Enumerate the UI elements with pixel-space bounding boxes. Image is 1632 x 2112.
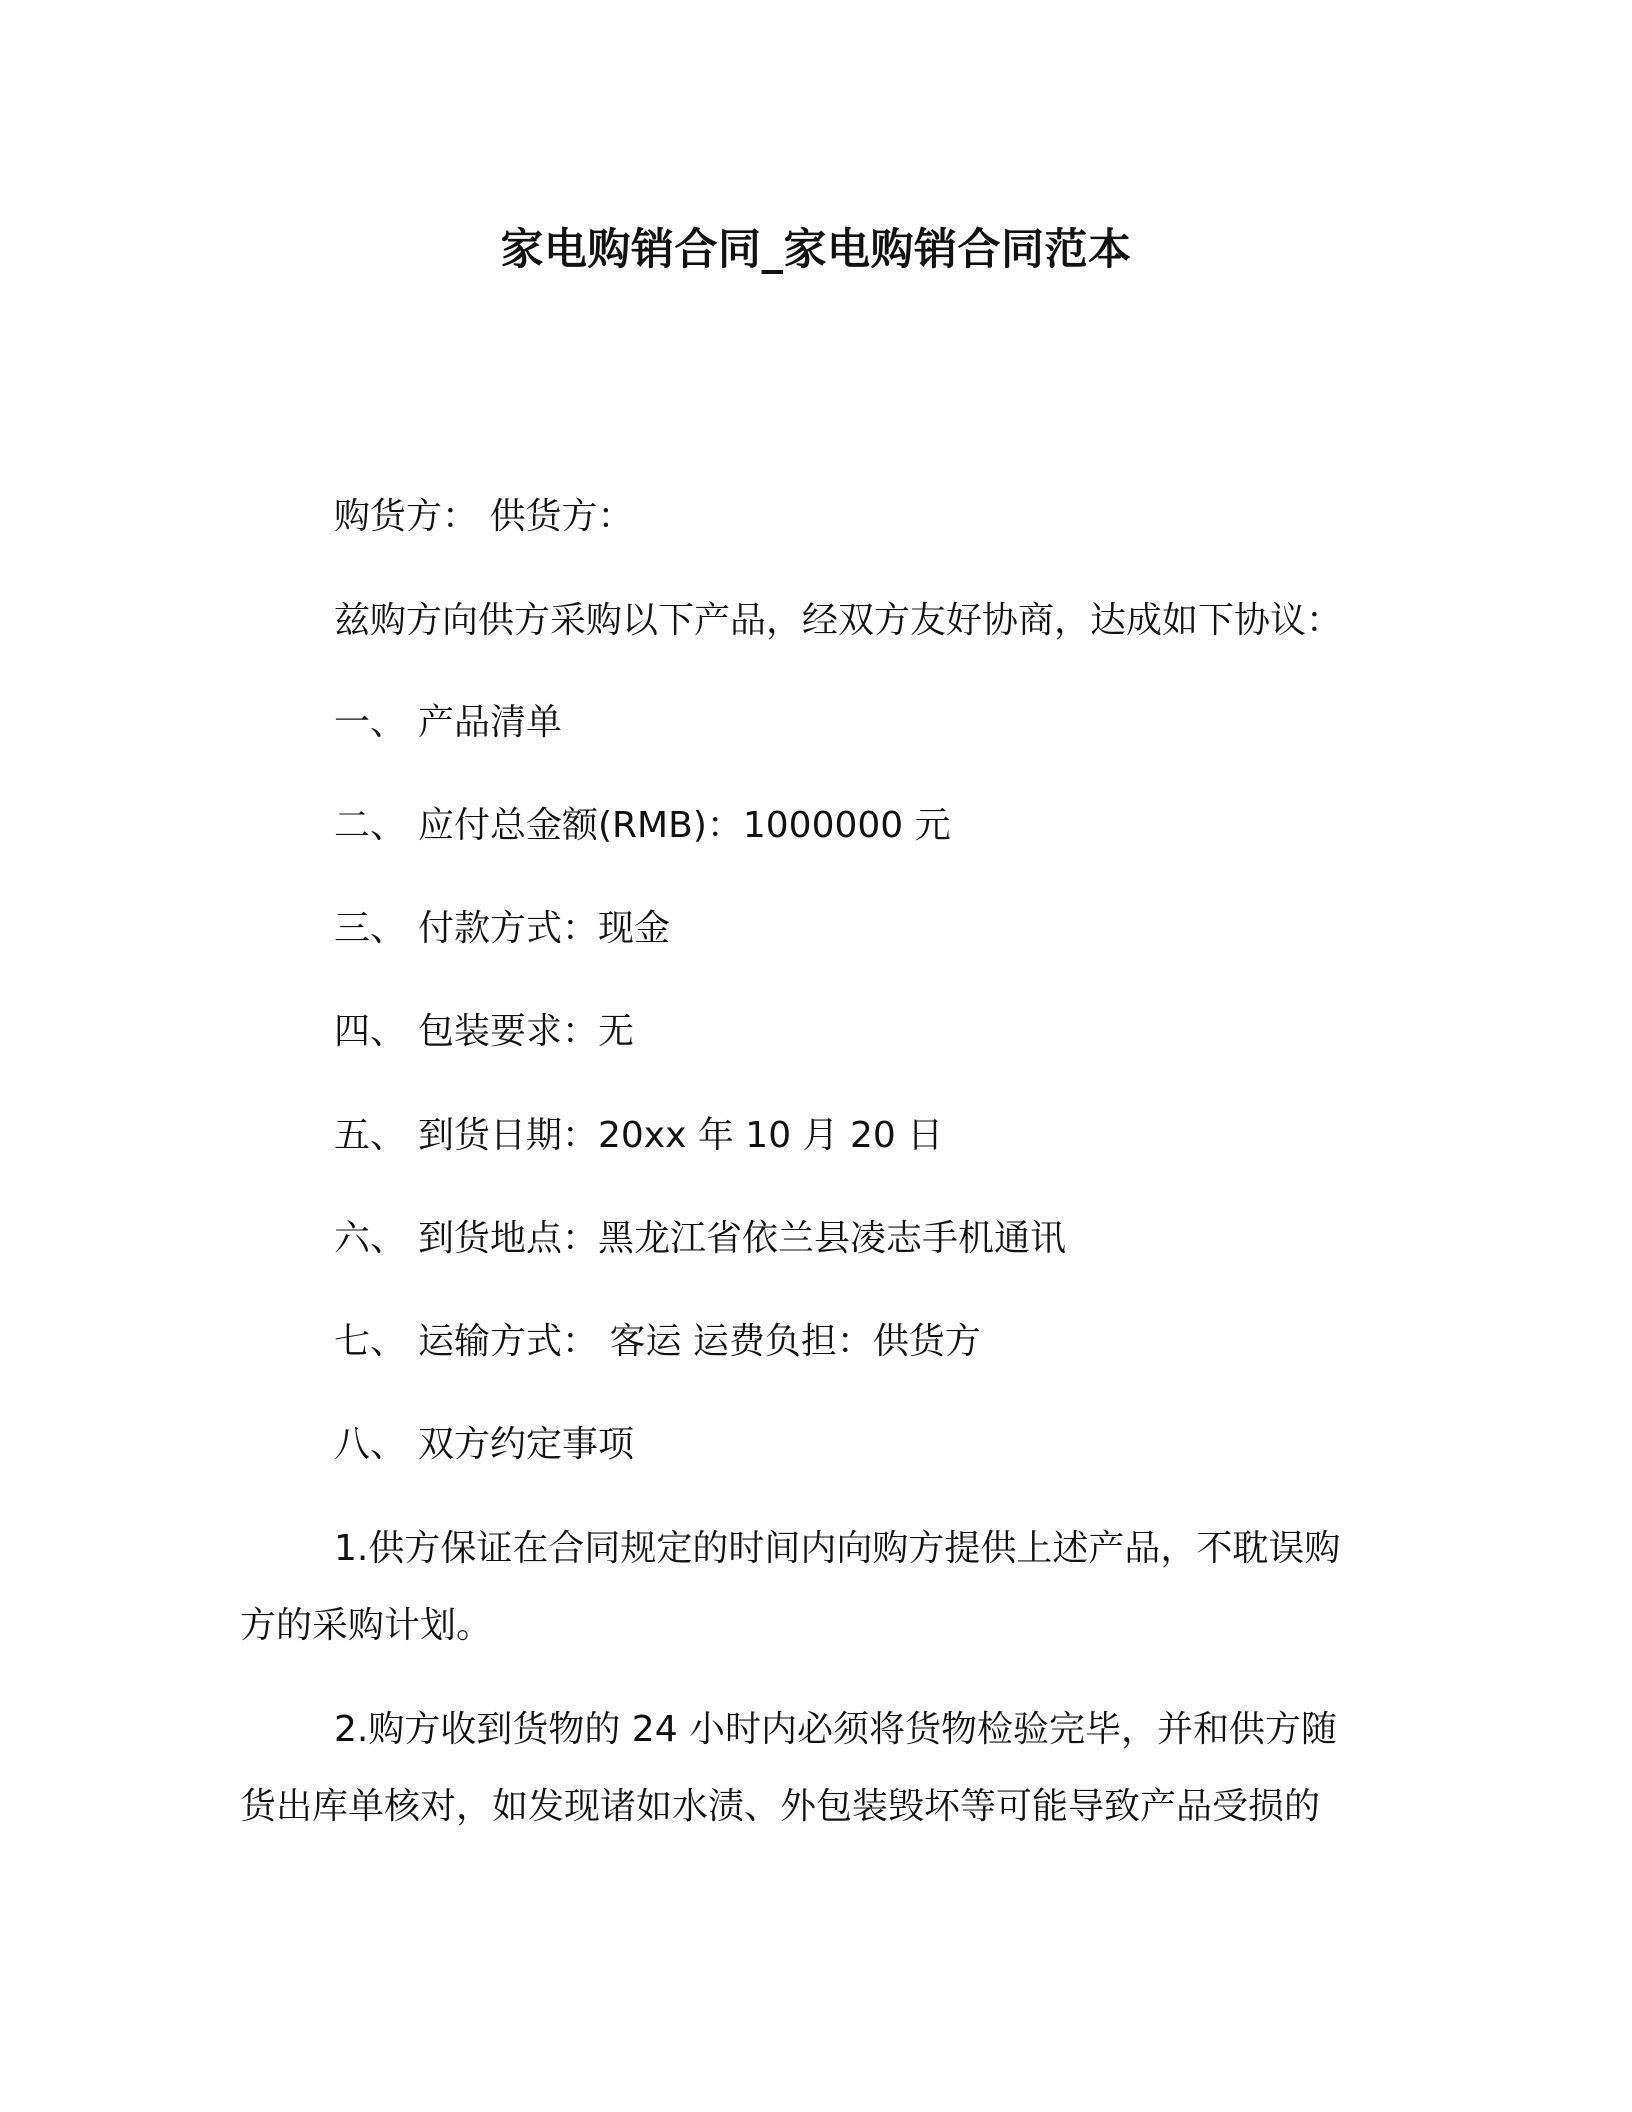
intro-paragraph: 兹购方向供方采购以下产品，经双方友好协商，达成如下协议： bbox=[334, 600, 1343, 641]
parties-line: 购货方： 供货方： bbox=[334, 496, 634, 537]
clause-item-5 bbox=[334, 1111, 943, 1161]
clause-number: 七、 bbox=[334, 1321, 407, 1362]
clause-item-2 bbox=[334, 801, 951, 851]
clause-item-7 bbox=[334, 1317, 981, 1367]
clause-text: 双方约定事项 bbox=[418, 1424, 635, 1465]
paragraph-line bbox=[240, 1601, 1380, 1651]
paragraph-text: 1.供方保证在合同规定的时间内向购方提供上述产品，不耽误购 bbox=[334, 1528, 1341, 1569]
clause-number: 一、 bbox=[334, 702, 407, 743]
paragraph-line bbox=[240, 1524, 1380, 1574]
clause-text: 付款方式：现金 bbox=[418, 908, 671, 949]
clause-text: 应付总金额(RMB)：1000000 元 bbox=[418, 805, 951, 846]
clause-item-6 bbox=[334, 1214, 1066, 1264]
clause-text: 产品清单 bbox=[418, 702, 563, 743]
clause-number: 二、 bbox=[334, 805, 407, 846]
clause-number: 三、 bbox=[334, 908, 407, 949]
clause-text: 到货日期：20xx 年 10 月 20 日 bbox=[418, 1115, 944, 1156]
paragraph-line bbox=[240, 1782, 1380, 1832]
clause-text: 运输方式： 客运 运费负担：供货方 bbox=[418, 1321, 981, 1362]
clause-number: 八、 bbox=[334, 1424, 407, 1465]
clause-item-3 bbox=[334, 904, 670, 954]
agreement-paragraph-1 bbox=[240, 1524, 1380, 1651]
clause-item-1 bbox=[334, 698, 562, 748]
clause-number: 四、 bbox=[334, 1011, 407, 1052]
clause-item-4 bbox=[334, 1007, 634, 1057]
paragraph-line bbox=[240, 1705, 1380, 1755]
clause-number: 五、 bbox=[334, 1115, 407, 1156]
document-title: 家电购销合同_家电购销合同范本 bbox=[500, 225, 1132, 275]
clause-text: 包装要求：无 bbox=[418, 1011, 635, 1052]
agreement-paragraph-2 bbox=[240, 1705, 1380, 1832]
paragraph-text: 方的采购计划。 bbox=[240, 1605, 493, 1646]
clause-text: 到货地点：黑龙江省依兰县凌志手机通讯 bbox=[418, 1218, 1067, 1259]
clause-number: 六、 bbox=[334, 1218, 407, 1259]
paragraph-text: 2.购方收到货物的 24 小时内必须将货物检验完毕，并和供方随 bbox=[334, 1709, 1338, 1750]
clause-item-8 bbox=[334, 1420, 634, 1470]
paragraph-text: 货出库单核对，如发现诸如水渍、外包装毁坏等可能导致产品受损的 bbox=[240, 1786, 1321, 1827]
